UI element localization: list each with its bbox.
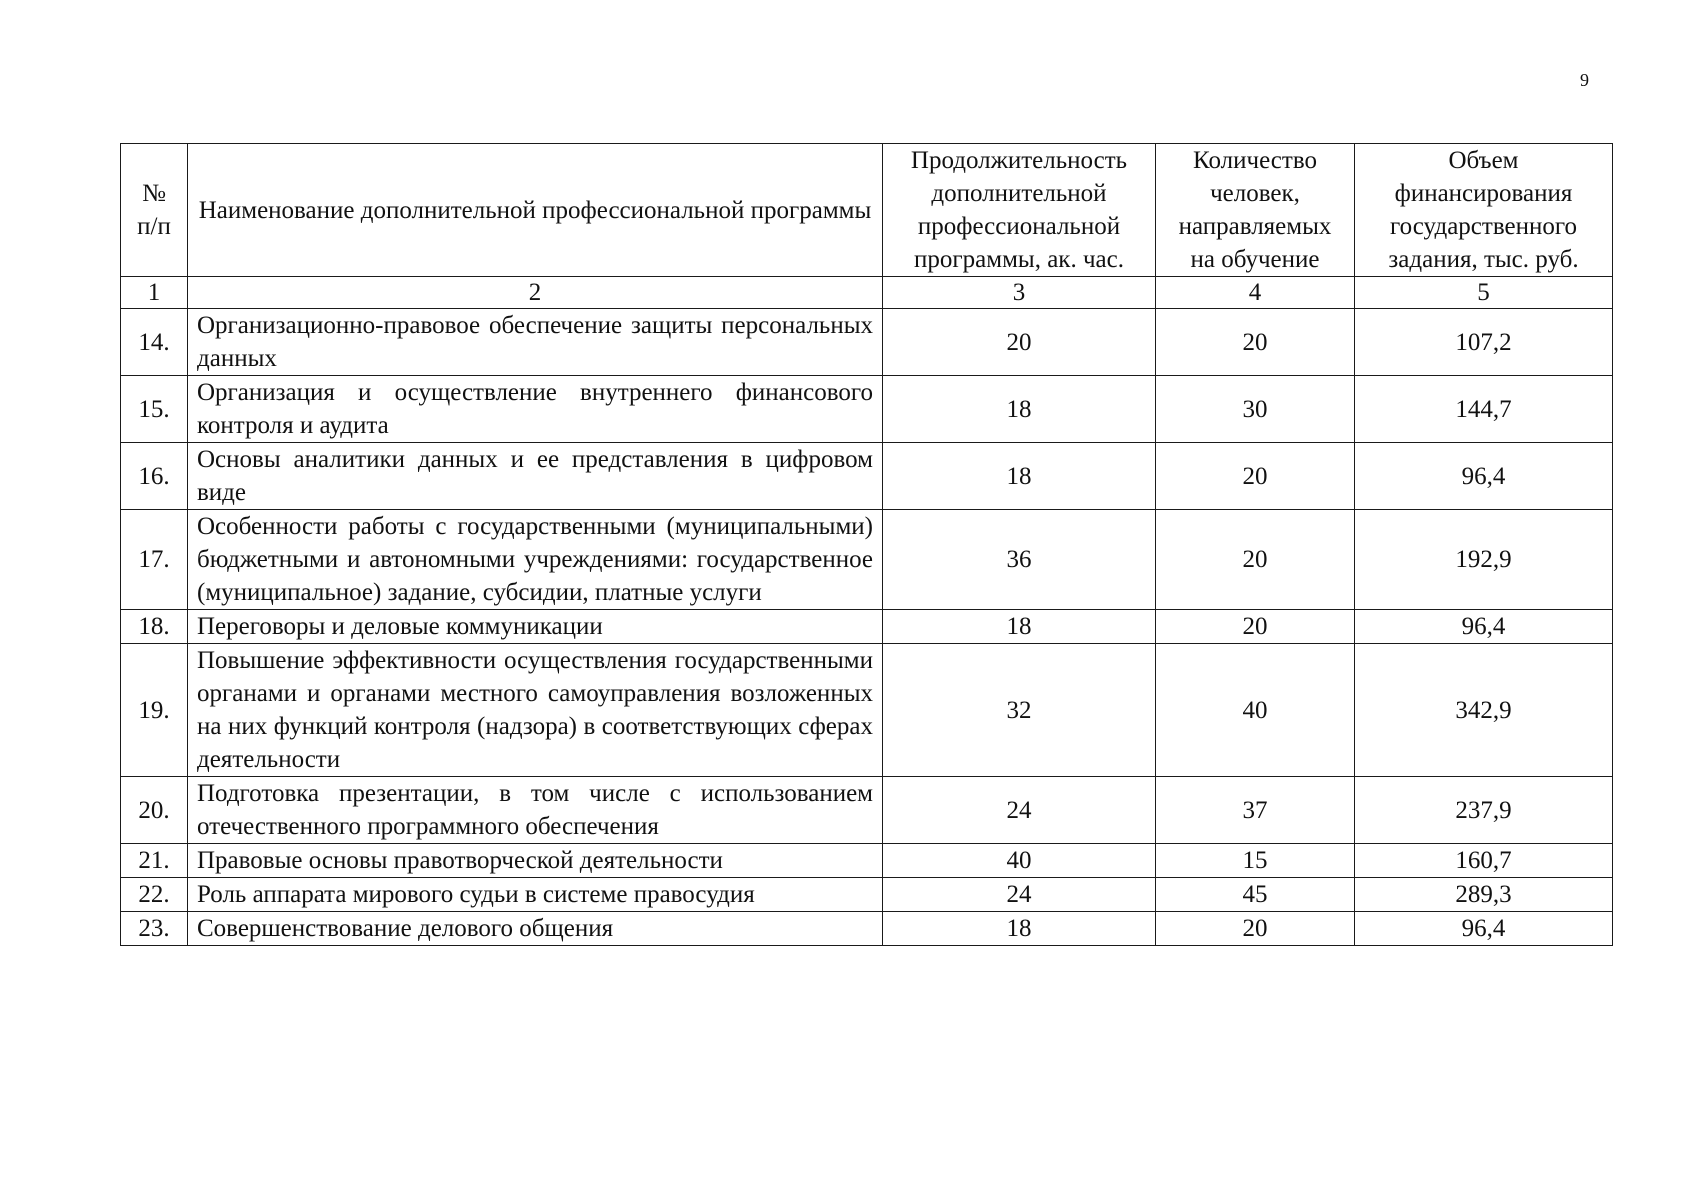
header-people-count: Количество человек, направляемых на обучение [1156, 144, 1355, 277]
financing-value: 160,7 [1355, 844, 1613, 878]
header-duration: Продолжительность дополнительной профессиональной программы, ак. час. [883, 144, 1156, 277]
header-program-name: Наименование дополнительной профессиональной программы [188, 144, 883, 277]
row-number: 18. [121, 610, 188, 644]
program-name: Совершенствование делового общения [188, 912, 883, 946]
financing-value: 96,4 [1355, 610, 1613, 644]
financing-value: 144,7 [1355, 376, 1613, 443]
table-row [121, 644, 1613, 777]
count-value: 20 [1156, 610, 1355, 644]
column-number: 2 [188, 277, 883, 309]
table-row [121, 878, 1613, 912]
page-number: 9 [1580, 70, 1589, 90]
financing-value: 96,4 [1355, 912, 1613, 946]
count-value: 20 [1156, 443, 1355, 510]
financing-value: 289,3 [1355, 878, 1613, 912]
row-number: 21. [121, 844, 188, 878]
table-row [121, 510, 1613, 610]
duration-value: 24 [883, 878, 1156, 912]
table-row [121, 844, 1613, 878]
header-row [121, 144, 1613, 277]
program-name: Переговоры и деловые коммуникации [188, 610, 883, 644]
table-row [121, 443, 1613, 510]
program-name: Особенности работы с государственными (муниципальными) бюджетными и автономными учреждениями: государственное (муниципальное) задание, субсидии, платные услуги [188, 510, 883, 610]
duration-value: 18 [883, 912, 1156, 946]
count-value: 15 [1156, 844, 1355, 878]
duration-value: 18 [883, 443, 1156, 510]
program-name: Организация и осуществление внутреннего финансового контроля и аудита [188, 376, 883, 443]
duration-value: 36 [883, 510, 1156, 610]
row-number: 20. [121, 777, 188, 844]
count-value: 30 [1156, 376, 1355, 443]
header-financing: Объем финансирования государственного задания, тыс. руб. [1355, 144, 1613, 277]
row-number: 16. [121, 443, 188, 510]
column-number: 3 [883, 277, 1156, 309]
table-row [121, 610, 1613, 644]
table-row [121, 777, 1613, 844]
count-value: 45 [1156, 878, 1355, 912]
column-numbering-row [121, 277, 1613, 309]
count-value: 20 [1156, 510, 1355, 610]
table-header [121, 144, 1613, 309]
row-number: 15. [121, 376, 188, 443]
duration-value: 40 [883, 844, 1156, 878]
financing-value: 96,4 [1355, 443, 1613, 510]
duration-value: 20 [883, 309, 1156, 376]
financing-value: 342,9 [1355, 644, 1613, 777]
row-number: 23. [121, 912, 188, 946]
table-row [121, 912, 1613, 946]
table-row [121, 309, 1613, 376]
count-value: 40 [1156, 644, 1355, 777]
row-number: 22. [121, 878, 188, 912]
program-name: Повышение эффективности осуществления государственными органами и органами местного самоуправления возложенных на них функций контроля (надзора) в соответствующих сферах деятельности [188, 644, 883, 777]
table-body [121, 309, 1613, 946]
column-number: 1 [121, 277, 188, 309]
count-value: 20 [1156, 912, 1355, 946]
header-number: № п/п [121, 144, 188, 277]
duration-value: 24 [883, 777, 1156, 844]
count-value: 20 [1156, 309, 1355, 376]
duration-value: 18 [883, 610, 1156, 644]
program-name: Подготовка презентации, в том числе с использованием отечественного программного обеспечения [188, 777, 883, 844]
duration-value: 32 [883, 644, 1156, 777]
programs-table [120, 143, 1613, 946]
financing-value: 192,9 [1355, 510, 1613, 610]
column-number: 4 [1156, 277, 1355, 309]
row-number: 19. [121, 644, 188, 777]
count-value: 37 [1156, 777, 1355, 844]
program-name: Организационно-правовое обеспечение защиты персональных данных [188, 309, 883, 376]
program-name: Основы аналитики данных и ее представления в цифровом виде [188, 443, 883, 510]
duration-value: 18 [883, 376, 1156, 443]
column-number: 5 [1355, 277, 1613, 309]
financing-value: 107,2 [1355, 309, 1613, 376]
financing-value: 237,9 [1355, 777, 1613, 844]
row-number: 14. [121, 309, 188, 376]
program-name: Правовые основы правотворческой деятельности [188, 844, 883, 878]
row-number: 17. [121, 510, 188, 610]
table-row [121, 376, 1613, 443]
program-name: Роль аппарата мирового судьи в системе правосудия [188, 878, 883, 912]
